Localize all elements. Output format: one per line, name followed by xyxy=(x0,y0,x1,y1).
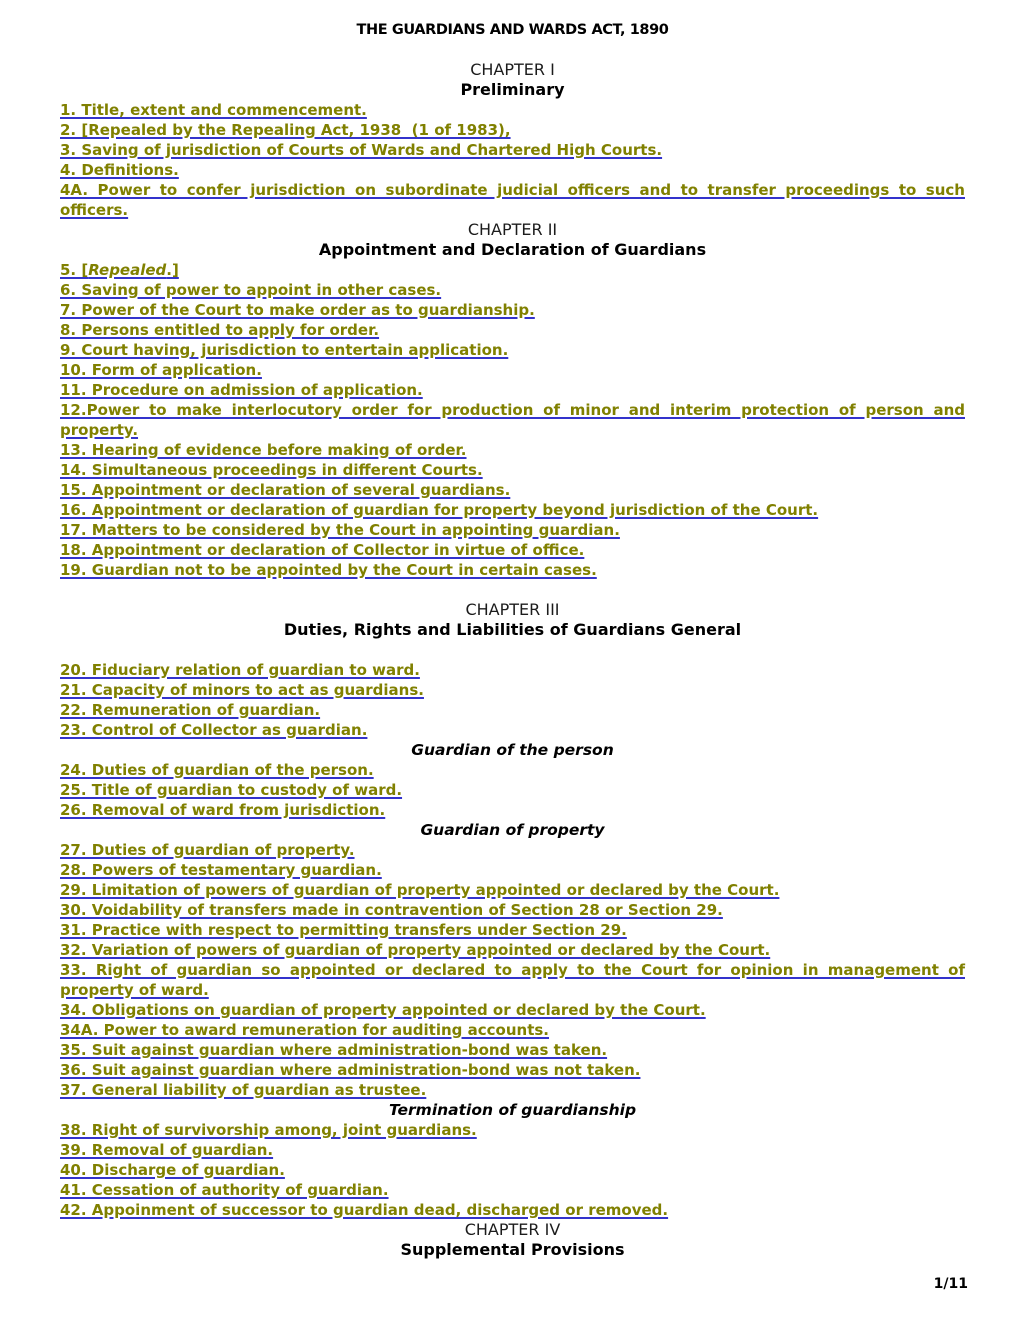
toc-entry xyxy=(60,520,965,540)
toc-entry xyxy=(60,720,965,740)
toc-entry xyxy=(60,1160,965,1180)
toc-link[interactable]: 37. General liability of guardian as trustee. xyxy=(60,1081,427,1099)
toc-link[interactable]: 14. Simultaneous proceedings in different Courts. xyxy=(60,461,483,479)
toc-link[interactable]: 39. Removal of guardian. xyxy=(60,1141,274,1159)
toc-link[interactable]: 8. Persons entitled to apply for order. xyxy=(60,321,380,339)
toc-link[interactable]: 4A. Power to confer jurisdiction on subordinate judicial officers and to transfer proceedings to such officers. xyxy=(60,181,965,219)
toc-link[interactable]: 34. Obligations on guardian of property appointed or declared by the Court. xyxy=(60,1001,706,1019)
chapter-heading: CHAPTER IV xyxy=(464,1220,561,1239)
chapter-title: Duties, Rights and Liabilities of Guardians General xyxy=(283,620,742,639)
toc-link[interactable]: 31. Practice with respect to permitting transfers under Section 29. xyxy=(60,921,627,939)
toc-entry xyxy=(60,920,965,940)
toc-entry xyxy=(60,1000,965,1020)
toc-link-italic-segment: Repealed xyxy=(88,261,167,279)
toc-link-segment: .] xyxy=(166,261,179,279)
toc-link[interactable]: 12.Power to make interlocutory order for production of minor and interim protection of person and property. xyxy=(60,401,965,439)
chapter-heading: CHAPTER III xyxy=(465,600,560,619)
toc-entry xyxy=(60,280,965,300)
toc-entry xyxy=(60,800,965,820)
toc-link[interactable]: 36. Suit against guardian where administration-bond was not taken. xyxy=(60,1061,641,1079)
toc-entry xyxy=(60,540,965,560)
toc-entry xyxy=(60,160,965,180)
toc-entry xyxy=(60,340,965,360)
toc-entry xyxy=(60,660,965,680)
section-group-heading: Termination of guardianship xyxy=(388,1101,637,1119)
toc-entry xyxy=(60,1120,965,1140)
toc-link[interactable]: 6. Saving of power to appoint in other cases. xyxy=(60,281,442,299)
toc-link[interactable]: 13. Hearing of evidence before making of order. xyxy=(60,441,467,459)
toc xyxy=(60,60,965,1260)
toc-link[interactable]: 34A. Power to award remuneration for auditing accounts. xyxy=(60,1021,550,1039)
toc-link[interactable]: 28. Powers of testamentary guardian. xyxy=(60,861,382,879)
toc-entry xyxy=(60,960,965,1000)
toc-entry xyxy=(60,120,965,140)
chapter-heading: CHAPTER II xyxy=(467,220,558,239)
toc-entry xyxy=(60,1060,965,1080)
toc-link[interactable]: 17. Matters to be considered by the Court in appointing guardian. xyxy=(60,521,620,539)
toc-entry xyxy=(60,900,965,920)
toc-entry xyxy=(60,860,965,880)
toc-link[interactable]: 2. [Repealed by the Repealing Act, 1938 (1 of 1983), xyxy=(60,121,511,139)
toc-link[interactable]: 15. Appointment or declaration of several guardians. xyxy=(60,481,511,499)
toc-link[interactable]: 35. Suit against guardian where administration-bond was taken. xyxy=(60,1041,608,1059)
toc-link[interactable]: 32. Variation of powers of guardian of property appointed or declared by the Court. xyxy=(60,941,771,959)
toc-link-segment: 5. [ xyxy=(60,261,89,279)
toc-entry xyxy=(60,880,965,900)
document-title: THE GUARDIANS AND WARDS ACT, 1890 xyxy=(356,22,669,38)
toc-link[interactable]: 9. Court having, jurisdiction to entertain application. xyxy=(60,341,509,359)
toc-entry xyxy=(60,1040,965,1060)
toc-entry xyxy=(60,360,965,380)
toc-entry xyxy=(60,1020,965,1040)
toc-entry xyxy=(60,180,965,220)
toc-entry xyxy=(60,400,965,440)
toc-link[interactable]: 1. Title, extent and commencement. xyxy=(60,101,367,119)
toc-entry xyxy=(60,500,965,520)
toc-link[interactable]: 30. Voidability of transfers made in contravention of Section 28 or Section 29. xyxy=(60,901,723,919)
toc-link[interactable]: 18. Appointment or declaration of Collector in virtue of office. xyxy=(60,541,585,559)
spacer xyxy=(60,580,965,600)
toc-entry xyxy=(60,1200,965,1220)
chapter-title: Supplemental Provisions xyxy=(400,1240,625,1259)
toc-entry xyxy=(60,260,965,280)
toc-link[interactable]: 20. Fiduciary relation of guardian to ward. xyxy=(60,661,420,679)
toc-entry xyxy=(60,140,965,160)
toc-link[interactable]: 40. Discharge of guardian. xyxy=(60,1161,285,1179)
toc-link[interactable]: 23. Control of Collector as guardian. xyxy=(60,721,368,739)
toc-entry xyxy=(60,680,965,700)
toc-link[interactable]: 7. Power of the Court to make order as to guardianship. xyxy=(60,301,535,319)
toc-entry xyxy=(60,460,965,480)
toc-entry xyxy=(60,1080,965,1100)
toc-link[interactable]: 21. Capacity of minors to act as guardians. xyxy=(60,681,424,699)
toc-entry xyxy=(60,840,965,860)
spacer xyxy=(60,640,965,660)
toc-link[interactable]: 16. Appointment or declaration of guardian for property beyond jurisdiction of the Court. xyxy=(60,501,819,519)
toc-link[interactable]: 38. Right of survivorship among, joint guardians. xyxy=(60,1121,477,1139)
section-group-heading: Guardian of property xyxy=(420,821,605,839)
chapter-heading: CHAPTER I xyxy=(470,60,555,79)
toc-link[interactable]: 11. Procedure on admission of application. xyxy=(60,381,423,399)
toc-entry xyxy=(60,320,965,340)
toc-link[interactable]: 19. Guardian not to be appointed by the Court in certain cases. xyxy=(60,561,597,579)
toc-entry xyxy=(60,300,965,320)
chapter-title: Preliminary xyxy=(460,80,565,99)
toc-entry xyxy=(60,1180,965,1200)
chapter-title: Appointment and Declaration of Guardians xyxy=(318,240,707,259)
toc-entry xyxy=(60,440,965,460)
toc-link[interactable]: 42. Appoinment of successor to guardian dead, discharged or removed. xyxy=(60,1201,669,1219)
toc-entry xyxy=(60,480,965,500)
toc-link[interactable]: 33. Right of guardian so appointed or declared to apply to the Court for opinion in management of property of ward. xyxy=(60,961,965,999)
toc-entry xyxy=(60,100,965,120)
section-group-heading: Guardian of the person xyxy=(411,741,614,759)
toc-link[interactable]: 24. Duties of guardian of the person. xyxy=(60,761,374,779)
toc-entry xyxy=(60,380,965,400)
toc-entry xyxy=(60,780,965,800)
toc-entry xyxy=(60,940,965,960)
toc-link[interactable]: 4. Definitions. xyxy=(60,161,179,179)
toc-entry xyxy=(60,560,965,580)
toc-link[interactable]: 27. Duties of guardian of property. xyxy=(60,841,355,859)
toc-link[interactable]: 10. Form of application. xyxy=(60,361,262,379)
toc-link[interactable]: 22. Remuneration of guardian. xyxy=(60,701,321,719)
toc-entry xyxy=(60,760,965,780)
toc-link[interactable]: 26. Removal of ward from jurisdiction. xyxy=(60,801,386,819)
toc-link[interactable] xyxy=(60,261,179,279)
toc-link[interactable]: 3. Saving of jurisdiction of Courts of Wards and Chartered High Courts. xyxy=(60,141,663,159)
toc-link[interactable]: 29. Limitation of powers of guardian of property appointed or declared by the Court. xyxy=(60,881,780,899)
toc-entry xyxy=(60,1140,965,1160)
toc-link[interactable]: 41. Cessation of authority of guardian. xyxy=(60,1181,389,1199)
toc-link[interactable]: 25. Title of guardian to custody of ward. xyxy=(60,781,403,799)
toc-entry xyxy=(60,700,965,720)
page-number: 1/11 xyxy=(933,1276,968,1292)
